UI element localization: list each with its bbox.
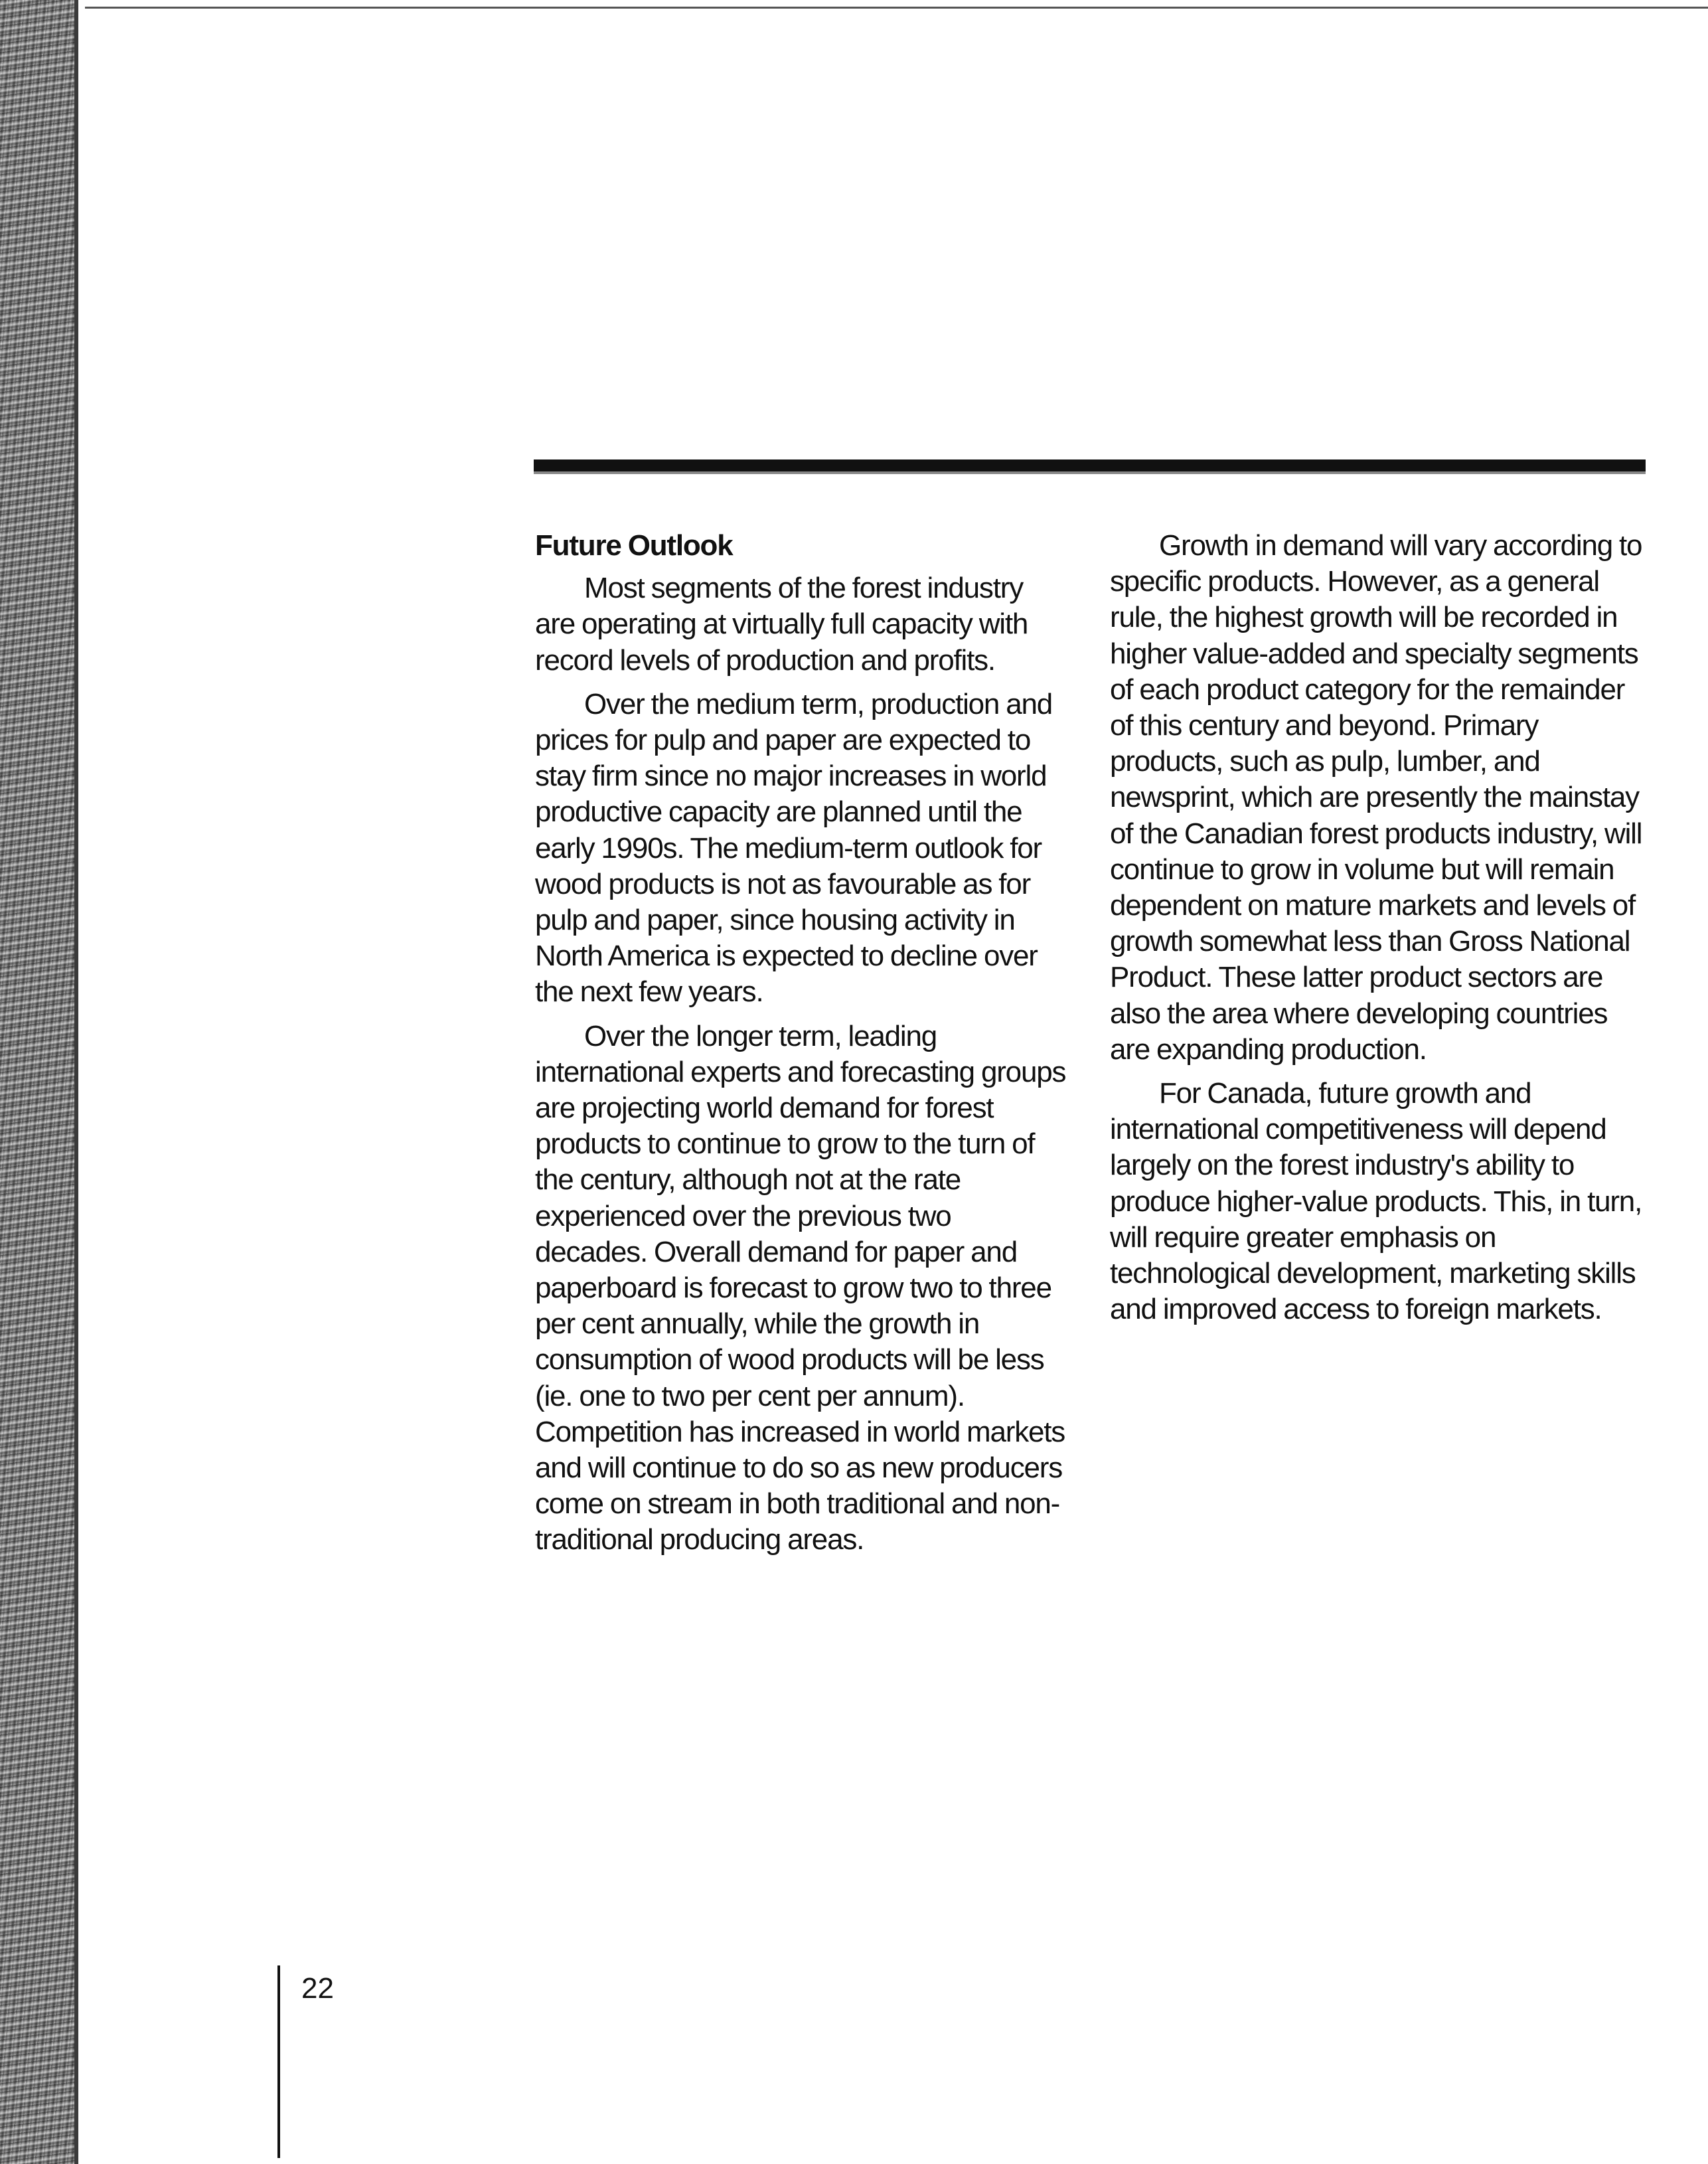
top-rule <box>85 7 1708 9</box>
paragraph: For Canada, future growth and international competitiveness will depend largely on the forest industry's ability to produce higher-value products. This, in turn, will require greater emphasis on technological development, marketing skills and improved access to foreign markets. <box>1110 1077 1642 1326</box>
paragraph: Over the medium term, production and prices for pulp and paper are expected to stay firm since no major increases in world productive capacity are planned until the early 1990s. The medium-term outlook for wood products is not as favourable as for pulp and paper, since housing activity in North America is expected to decline over the next few years. <box>535 687 1053 1009</box>
page-number-bar <box>277 1965 280 2158</box>
page-number: 22 <box>301 1972 334 2005</box>
paragraph: Growth in demand will vary according to specific products. However, as a general rule, the highest growth will be recorded in higher value-added and specialty segments of each product category for the remainder of this century and beyond. Primary products, such as pulp, lumber, and newsprint, which are presently the mainstay of the Canadian forest products industry, will continue to grow in volume but will remain dependent on mature markets and levels of growth somewhat less than Gross National Product. These latter product sectors are also the area where developing countries are expanding production. <box>1110 529 1642 1066</box>
section-divider-rule <box>534 459 1646 474</box>
section-heading: Future Outlook <box>535 529 733 562</box>
right-text-column <box>1110 528 1648 1335</box>
scanned-binding-edge <box>0 0 78 2164</box>
paragraph: Over the longer term, leading international experts and forecasting groups are projecting world demand for forest products to continue to grow to the turn of the century, although not at the rate experienced over the previous two decades. Overall demand for paper and paperboard is forecast to grow two to three per cent annually, while the growth in consumption of wood products will be less (ie. one to two per cent per annum). Competition has increased in world markets and will continue to do so as new producers come on stream in both traditional and non-traditional producing areas. <box>535 1019 1066 1556</box>
left-text-column <box>535 528 1066 1566</box>
paragraph: Most segments of the forest industry are operating at virtually full capacity with record levels of production and profits. <box>535 572 1028 677</box>
